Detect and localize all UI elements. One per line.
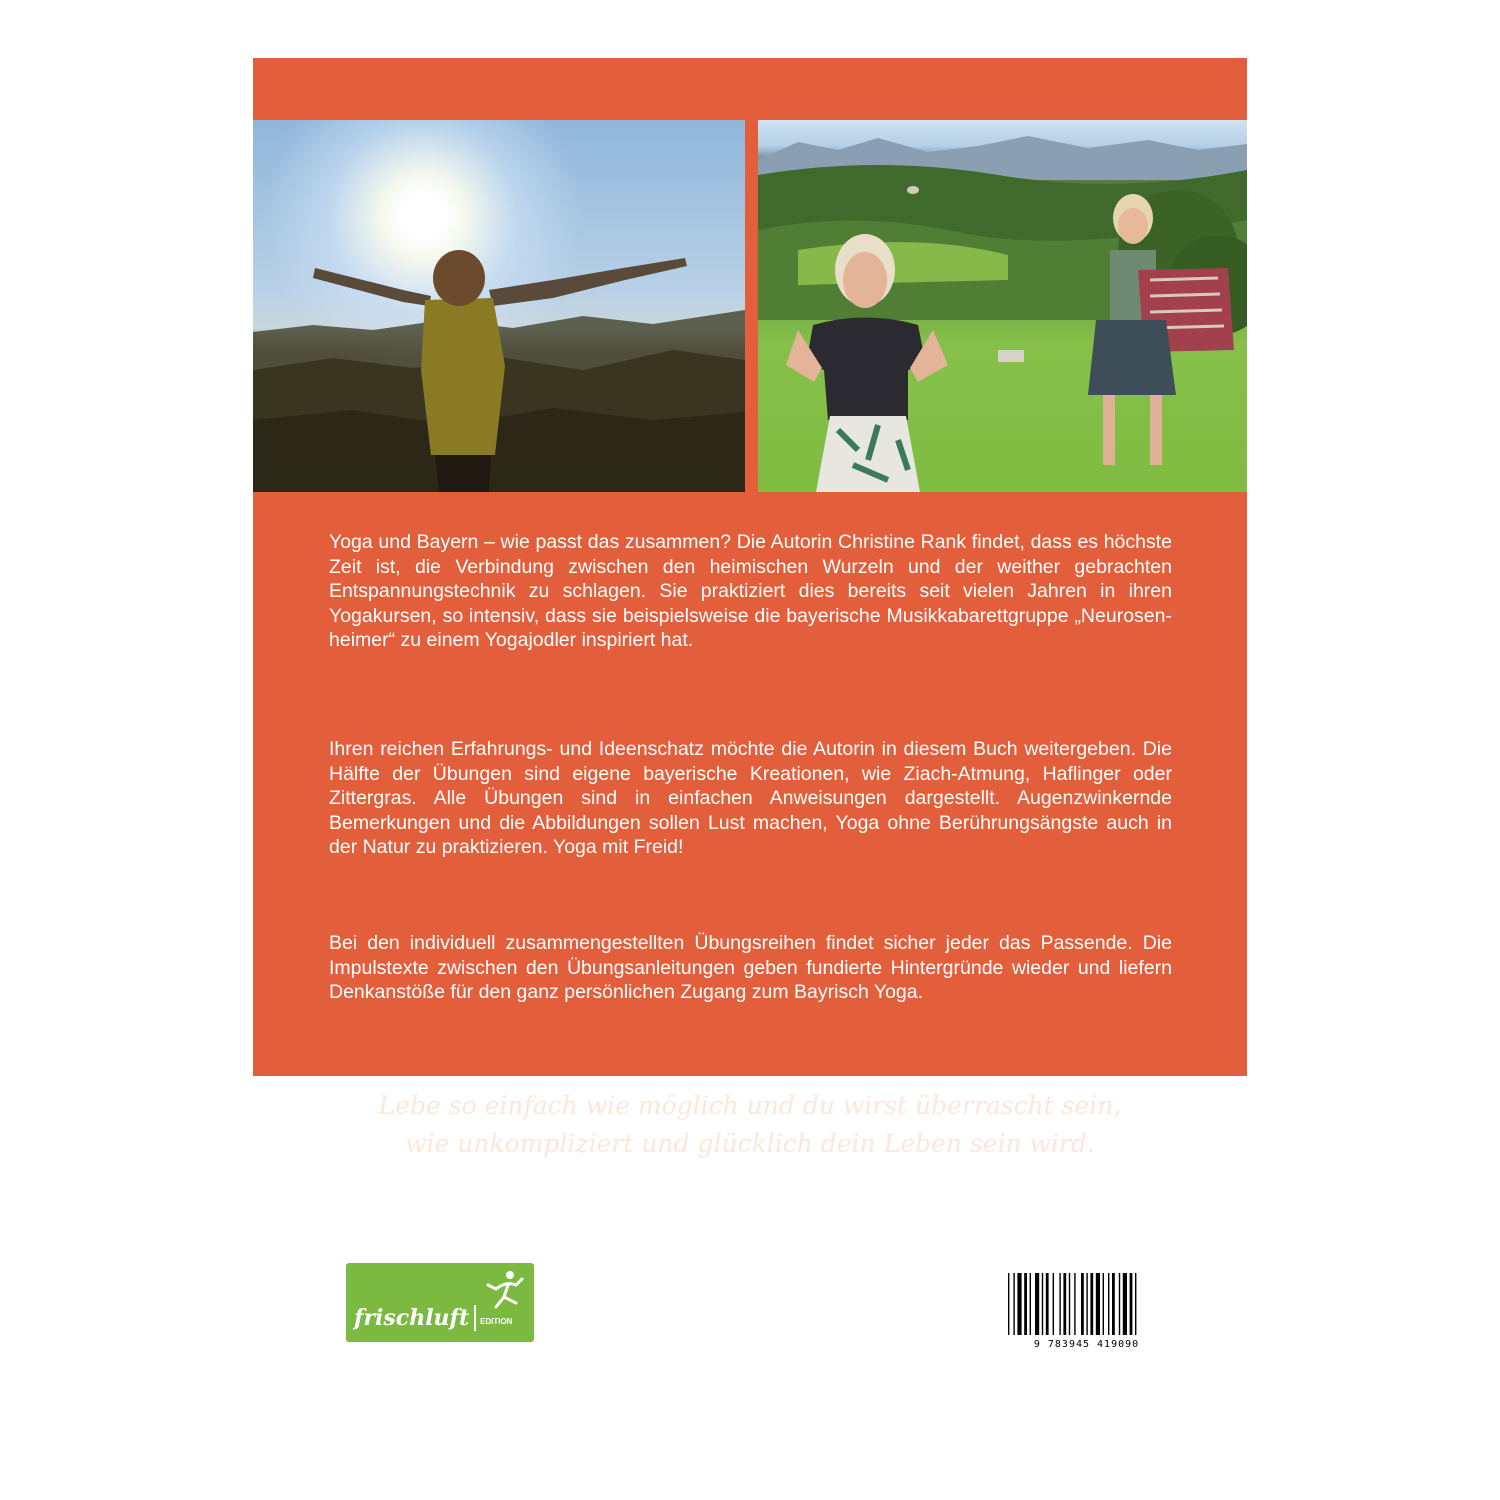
barcode-digits: 9 783945 419090 xyxy=(1033,1339,1140,1350)
photo-two-women-illustration xyxy=(758,120,1247,492)
barcode-bars xyxy=(998,1269,1175,1339)
publisher-divider xyxy=(474,1305,476,1331)
description-paragraph-3: Bei den individuell zusammengestellten Übungsreihen findet sicher jeder das Passende. Die Impulstexte zwischen den Übungsanleitungen geben fundierte Hintergründe wieder und liefern Denkanstöße für den ganz persönlichen Zugang zum Bayrisch Yoga. xyxy=(329,932,1172,1004)
photo-person-sun-illustration xyxy=(253,120,745,492)
barcode-bar xyxy=(1035,1273,1039,1335)
quote-author: Paramahansa Yogananda xyxy=(669,1186,831,1202)
barcode-bar xyxy=(1135,1273,1136,1335)
barcode-bar xyxy=(1030,1273,1031,1335)
barcode-bar xyxy=(1086,1273,1087,1335)
isbn-price-block xyxy=(1003,1233,1175,1261)
barcode-bar xyxy=(1013,1273,1014,1335)
barcode-bar xyxy=(1046,1273,1049,1335)
book-back-cover xyxy=(253,58,1247,1350)
barcode-bar xyxy=(1090,1273,1093,1335)
description-paragraph-2: Ihren reichen Erfahrungs- und Ideenschatz möchte die Autorin in diesem Buch weitergeben. Die Hälfte der Übungen sind eigene bayerische Kreationen, wie Ziach-Atmung, Haflinger oder Zittergras. Alle Übungen sind in einfachen Anweisungen dargestellt. Augenzwinkernde Bemerkungen und die Abbildungen sollen Lust machen, Yoga ohne Berührungsängste auch in der Natur zu praktizieren. Yoga mit Freid! xyxy=(329,738,1172,859)
publisher-sub: EDITION xyxy=(480,1317,513,1326)
barcode-bar xyxy=(1130,1273,1133,1335)
barcode xyxy=(998,1269,1175,1352)
quote-line-2: wie unkompliziert und glücklich dein Leben sein wird. xyxy=(405,1129,1095,1158)
barcode-bar xyxy=(1096,1273,1100,1335)
barcode-bar xyxy=(1103,1273,1104,1335)
publisher-logo xyxy=(346,1263,534,1342)
photo-two-women-meadow xyxy=(758,120,1247,492)
barcode-bar xyxy=(1053,1273,1054,1335)
barcode-bar xyxy=(1081,1273,1084,1335)
barcode-bar xyxy=(1059,1273,1060,1335)
barcode-bar xyxy=(1008,1273,1009,1335)
barcode-bar xyxy=(1112,1273,1115,1335)
photo-person-sun xyxy=(253,120,745,492)
isbn-number: ISBN 978-3-945419-09-0 xyxy=(1046,1234,1175,1246)
price: EUR [D] 19,95 xyxy=(1100,1248,1175,1260)
description-paragraph-1: Yoga und Bayern – wie passt das zusammen? Die Autorin Christine Rank findet, dass es höchste Zeit ist, die Verbindung zwischen den heimischen Wurzeln und der weither gebrachten Entspannungstechnik zu schlagen. Sie praktiziert dies bereits seit vielen Jahren in ihren Yogakursen, so intensiv, dass sie beispielsweise die bayerische Musikkabarettgruppe „Neurosenheimer“ zu einem Yogajodler inspiriert hat. xyxy=(329,531,1172,652)
quote-line-1: Lebe so einfach wie möglich und du wirst überrascht sein, xyxy=(378,1091,1122,1120)
barcode-bar xyxy=(1108,1273,1109,1335)
barcode-bar xyxy=(1017,1273,1021,1335)
publisher-name: frischluft xyxy=(354,1305,470,1331)
barcode-bar xyxy=(1074,1273,1075,1335)
barcode-bar xyxy=(1042,1273,1043,1335)
barcode-bar xyxy=(1119,1273,1120,1335)
barcode-bar xyxy=(1069,1273,1070,1335)
barcode-bar xyxy=(1024,1273,1027,1335)
barcode-bar xyxy=(1123,1273,1127,1335)
barcode-bar xyxy=(1063,1273,1066,1335)
